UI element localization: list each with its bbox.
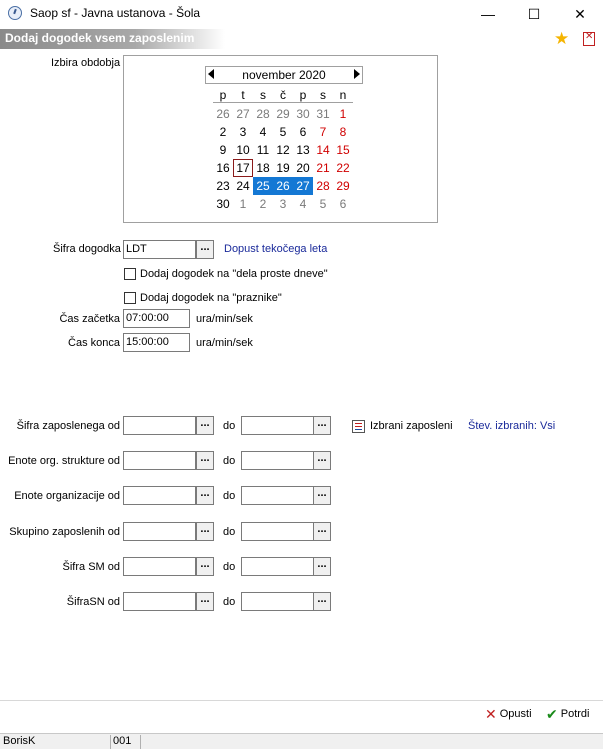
calendar-week	[213, 177, 353, 195]
filter-to-input[interactable]	[241, 486, 314, 505]
event-code-description: Dopust tekočega leta	[224, 243, 328, 255]
filter-from-input[interactable]	[123, 451, 196, 470]
filter-from-input[interactable]	[123, 486, 196, 505]
calendar-day-today[interactable]: 17	[233, 159, 253, 177]
filter-to-input[interactable]	[241, 592, 314, 611]
exit-form-icon[interactable]	[583, 32, 595, 46]
calendar-day[interactable]: 31	[316, 107, 330, 121]
calendar-day[interactable]: 5	[319, 197, 327, 211]
calendar-day[interactable]: 23	[216, 179, 230, 193]
calendar-day[interactable]: 3	[279, 197, 287, 211]
filter-from-input[interactable]	[123, 522, 196, 541]
calendar-week	[213, 159, 353, 177]
filter-from-input[interactable]	[123, 592, 196, 611]
calendar-day[interactable]: 22	[336, 161, 350, 175]
calendar-day[interactable]: 7	[319, 125, 327, 139]
filter-to-input[interactable]	[241, 451, 314, 470]
calendar-week	[213, 195, 353, 213]
checkmark-icon: ✔	[546, 706, 558, 722]
calendar-day[interactable]: 19	[276, 161, 290, 175]
filter-to-lookup-button[interactable]: ...	[313, 416, 331, 435]
period-label: Izbira obdobja	[51, 57, 121, 69]
workdays-checkbox-label: Dodaj dogodek na "dela proste dneve"	[140, 268, 328, 280]
cancel-button-label: Opusti	[499, 708, 532, 720]
maximize-button[interactable]: ☐	[527, 5, 541, 22]
filter-from-input[interactable]	[123, 416, 196, 435]
day-name: p	[299, 88, 307, 102]
start-time-label: Čas začetka	[59, 313, 120, 325]
calendar-day[interactable]: 29	[336, 179, 350, 193]
calendar-day[interactable]: 6	[299, 125, 307, 139]
day-name: s	[320, 88, 326, 102]
status-code: 001	[113, 735, 132, 747]
calendar-week	[213, 141, 353, 159]
favorite-star-icon[interactable]: ★	[554, 29, 570, 48]
event-code-label: Šifra dogodka	[53, 243, 121, 255]
filter-to-input[interactable]	[241, 522, 314, 541]
day-name: t	[241, 88, 245, 102]
filter-from-label: Šifra SM od	[62, 561, 120, 573]
selected-employees-link[interactable]: Izbrani zaposleni	[370, 420, 453, 432]
calendar-day[interactable]: 14	[316, 143, 330, 157]
calendar-day[interactable]: 5	[279, 125, 287, 139]
calendar-day[interactable]: 3	[239, 125, 247, 139]
form-header	[0, 29, 603, 49]
calendar-day[interactable]: 6	[339, 197, 347, 211]
selected-count: Štev. izbranih: Vsi	[468, 420, 556, 432]
filter-to-lookup-button[interactable]: ...	[313, 522, 331, 541]
calendar-day[interactable]: 26	[216, 107, 230, 121]
calendar-day[interactable]: 2	[219, 125, 227, 139]
action-divider	[0, 700, 603, 701]
calendar-week	[213, 123, 353, 141]
holidays-checkbox-label: Dodaj dogodek na "praznike"	[140, 292, 282, 304]
next-month-icon[interactable]	[354, 69, 360, 79]
start-time-unit: ura/min/sek	[196, 313, 253, 325]
filter-from-label: Enote org. strukture od	[8, 455, 120, 467]
calendar-day[interactable]: 2	[259, 197, 267, 211]
filter-from-label: Skupino zaposlenih od	[9, 526, 120, 538]
calendar-day[interactable]: 9	[219, 143, 227, 157]
end-time-label: Čas konca	[68, 337, 120, 349]
day-name: s	[260, 88, 266, 102]
event-code-lookup-button[interactable]: ...	[196, 240, 214, 259]
window-titlebar	[0, 0, 603, 28]
calendar-day-names	[213, 88, 353, 102]
selected-employees-icon[interactable]	[352, 420, 365, 433]
calendar-day[interactable]: 4	[259, 125, 267, 139]
calendar-grid	[213, 105, 353, 213]
filter-from-label: Enote organizacije od	[14, 490, 120, 502]
status-user: BorisK	[3, 735, 36, 747]
filter-from-label: Šifra zaposlenega od	[16, 420, 120, 432]
filter-to-label: do	[223, 526, 236, 538]
filter-from-label: ŠifraSN od	[66, 596, 120, 608]
window-title: Saop sf - Javna ustanova - Šola	[30, 6, 201, 20]
filter-from-lookup-button[interactable]: ...	[196, 451, 214, 470]
day-name: p	[219, 88, 227, 102]
filter-from-lookup-button[interactable]: ...	[196, 592, 214, 611]
form-title: Dodaj dogodek vsem zaposlenim	[5, 31, 195, 45]
cancel-button[interactable]	[485, 707, 532, 721]
status-bar	[0, 733, 603, 749]
filter-from-lookup-button[interactable]: ...	[196, 522, 214, 541]
workdays-checkbox[interactable]	[124, 268, 136, 280]
day-name: n	[339, 88, 347, 102]
calendar-day[interactable]: 18	[256, 161, 270, 175]
filter-to-label: do	[223, 561, 236, 573]
calendar-day-selected[interactable]: 26	[273, 177, 293, 195]
holidays-checkbox[interactable]	[124, 292, 136, 304]
event-code-input[interactable]: LDT	[123, 240, 196, 259]
calendar-day[interactable]: 29	[276, 107, 290, 121]
status-separator	[110, 735, 111, 749]
calendar-header	[205, 66, 363, 84]
calendar-day[interactable]: 16	[216, 161, 230, 175]
filter-from-lookup-button[interactable]: ...	[196, 557, 214, 576]
calendar-day[interactable]: 4	[299, 197, 307, 211]
calendar-day[interactable]: 13	[296, 143, 310, 157]
calendar-day[interactable]: 28	[316, 179, 330, 193]
calendar-day-selected[interactable]: 25	[253, 177, 273, 195]
calendar-day[interactable]: 21	[316, 161, 330, 175]
calendar[interactable]	[123, 55, 438, 223]
filter-to-label: do	[223, 490, 236, 502]
calendar-divider	[213, 102, 353, 103]
minimize-button[interactable]: —	[481, 6, 495, 22]
day-name: č	[280, 88, 286, 102]
calendar-day[interactable]: 10	[236, 143, 250, 157]
calendar-day-selected[interactable]: 27	[293, 177, 313, 195]
confirm-button[interactable]	[546, 707, 589, 721]
calendar-day[interactable]: 28	[256, 107, 270, 121]
end-time-unit: ura/min/sek	[196, 337, 253, 349]
calendar-day[interactable]: 30	[216, 197, 230, 211]
filter-to-label: do	[223, 596, 236, 608]
calendar-day[interactable]: 20	[296, 161, 310, 175]
filter-to-lookup-button[interactable]: ...	[313, 592, 331, 611]
filter-to-label: do	[223, 420, 236, 432]
calendar-day[interactable]: 1	[339, 107, 347, 121]
app-icon	[8, 6, 22, 20]
filter-to-lookup-button[interactable]: ...	[313, 557, 331, 576]
calendar-day[interactable]: 30	[296, 107, 310, 121]
calendar-day[interactable]: 15	[336, 143, 350, 157]
cancel-icon: ✕	[485, 706, 497, 722]
end-time-input[interactable]: 15:00:00	[123, 333, 190, 352]
calendar-day[interactable]: 12	[276, 143, 290, 157]
calendar-day[interactable]: 8	[339, 125, 347, 139]
filter-to-input[interactable]	[241, 416, 314, 435]
filter-from-lookup-button[interactable]: ...	[196, 416, 214, 435]
calendar-day[interactable]: 24	[236, 179, 250, 193]
filter-to-input[interactable]	[241, 557, 314, 576]
filter-to-lookup-button[interactable]: ...	[313, 451, 331, 470]
confirm-button-label: Potrdi	[560, 708, 590, 720]
filter-to-lookup-button[interactable]: ...	[313, 486, 331, 505]
calendar-day[interactable]: 11	[256, 143, 270, 157]
close-button[interactable]: ✕	[574, 5, 586, 22]
calendar-week	[213, 105, 353, 123]
status-separator	[140, 735, 141, 749]
calendar-day[interactable]: 27	[236, 107, 250, 121]
filter-from-input[interactable]	[123, 557, 196, 576]
start-time-input[interactable]: 07:00:00	[123, 309, 190, 328]
calendar-month: november 2020	[242, 68, 326, 82]
calendar-day[interactable]: 1	[239, 197, 247, 211]
filter-from-lookup-button[interactable]: ...	[196, 486, 214, 505]
filter-to-label: do	[223, 455, 236, 467]
